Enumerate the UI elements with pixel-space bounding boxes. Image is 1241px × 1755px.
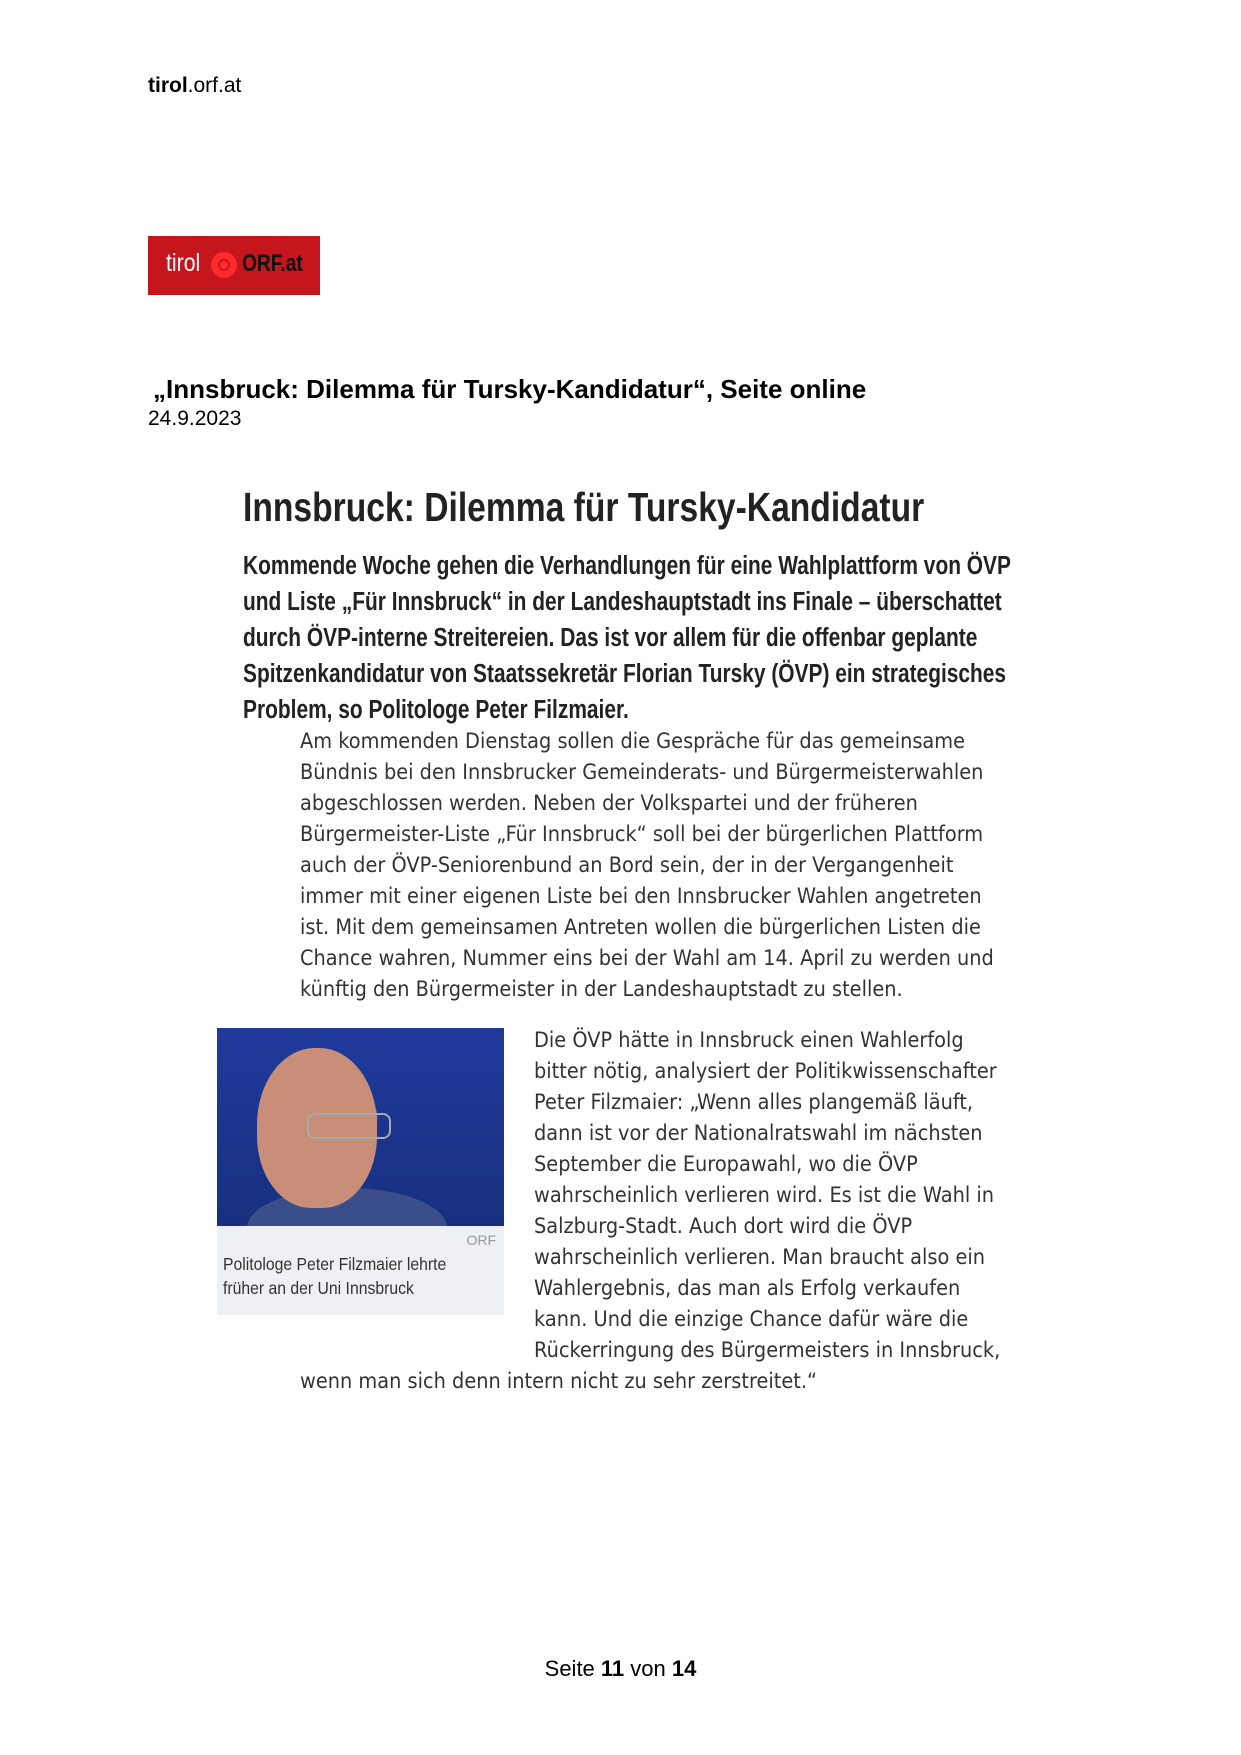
logo-text-orf: ORF.at [242, 250, 303, 277]
body-line: Rückerringung des Bürgermeisters in Innsbruck, [534, 1338, 1001, 1363]
footer-prefix: Seite [544, 1656, 601, 1681]
portrait-photo [217, 1028, 504, 1226]
body-line: September die Europawahl, wo die ÖVP [534, 1152, 918, 1177]
document-date: 24.9.2023 [148, 407, 242, 430]
body-line: Am kommenden Dienstag sollen die Gespräche für das gemeinsame [300, 729, 966, 754]
logo-text-tirol: tirol [166, 249, 201, 277]
body-line: immer mit einer eigenen Liste bei den Innsbrucker Wahlen angetreten [300, 884, 982, 909]
site-name-bold: tirol [148, 74, 188, 97]
total-pages: 14 [671, 1656, 697, 1681]
site-name [148, 74, 241, 98]
body-line: dann ist vor der Nationalratswahl im nächsten [534, 1121, 983, 1146]
body-line: abgeschlossen werden. Neben der Volkspartei und der früheren [300, 791, 918, 816]
photo-glasses [307, 1113, 391, 1139]
body-line: künftig den Bürgermeister in der Landeshauptstadt zu stellen. [300, 977, 903, 1002]
body-line: wahrscheinlich verlieren wird. Es ist die Wahl in [534, 1183, 995, 1208]
document-heading: „Innsbruck: Dilemma für Tursky-Kandidatur“, Seite online [153, 374, 867, 404]
article-title: Innsbruck: Dilemma für Tursky-Kandidatur [243, 484, 925, 530]
lead-line: und Liste „Für Innsbruck“ in der Landeshauptstadt ins Finale – überschattet [243, 588, 1002, 616]
lead-line: Spitzenkandidatur von Staatssekretär Florian Tursky (ÖVP) ein strategisches [243, 660, 1007, 688]
body-line: wahrscheinlich verlieren. Man braucht also ein [534, 1245, 986, 1270]
photo-caption-line: Politologe Peter Filzmaier lehrte [223, 1254, 447, 1274]
photo-credit: ORF [466, 1232, 496, 1248]
lead-line: durch ÖVP-interne Streitereien. Das ist vor allem für die offenbar geplante [243, 624, 978, 652]
body-line: Bürgermeister-Liste „Für Innsbruck“ soll bei der bürgerlichen Plattform [300, 822, 984, 847]
body-line: Die ÖVP hätte in Innsbruck einen Wahlerfolg [534, 1028, 964, 1053]
body-line: Wahlergebnis, das man als Erfolg verkaufen [534, 1276, 961, 1301]
body-line: Chance wahren, Nummer eins bei der Wahl am 14. April zu werden und [300, 946, 994, 971]
orf-tirol-logo [148, 236, 320, 295]
photo-caption-box [217, 1226, 504, 1315]
body-line: bitter nötig, analysiert der Politikwissenschafter [534, 1059, 997, 1084]
photo-caption-line: früher an der Uni Innsbruck [223, 1278, 414, 1298]
body-line: Bündnis bei den Innsbrucker Gemeinderats- und Bürgermeisterwahlen [300, 760, 984, 785]
orf-eye-icon [211, 252, 237, 278]
body-line: ist. Mit dem gemeinsamen Antreten wollen die bürgerlichen Listen die [300, 915, 981, 940]
body-line: Salzburg-Stadt. Auch dort wird die ÖVP [534, 1214, 913, 1239]
body-line: auch der ÖVP-Seniorenbund an Bord sein, der in der Vergangenheit [300, 853, 954, 878]
body-line: kann. Und die einzige Chance dafür wäre die [534, 1307, 969, 1332]
page-footer [0, 1656, 1241, 1682]
lead-line: Problem, so Politologe Peter Filzmaier. [243, 696, 629, 724]
footer-mid: von [624, 1656, 672, 1681]
lead-line: Kommende Woche gehen die Verhandlungen für eine Wahlplattform von ÖVP [243, 552, 1011, 580]
body-line: Peter Filzmaier: „Wenn alles plangemäß läuft, [534, 1090, 974, 1115]
site-name-rest: .orf.at [187, 74, 242, 97]
current-page: 11 [600, 1656, 625, 1681]
body-line: wenn man sich denn intern nicht zu sehr zerstreitet.“ [300, 1369, 818, 1394]
